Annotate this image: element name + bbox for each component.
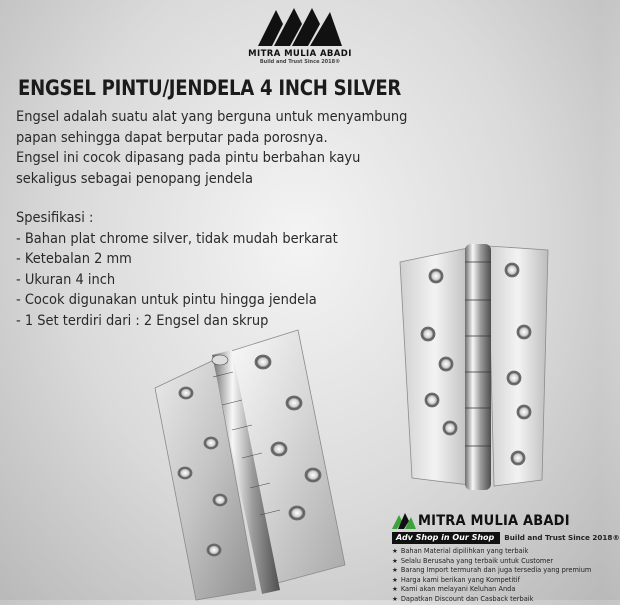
shop-brand-name: MITRA MULIA ABADI — [418, 513, 570, 529]
spec-item: - Ukuran 4 inch — [16, 271, 116, 288]
shop-logo-icon — [392, 512, 416, 529]
front-hinge — [155, 330, 345, 600]
star-icon: ★ — [392, 575, 398, 584]
star-icon: ★ — [392, 547, 398, 555]
spec-item: - Bahan plat chrome silver, tidak mudah berkarat — [16, 230, 338, 247]
list-item: ★ Selalu Berusaha yang terbaik untuk Customer — [392, 556, 554, 565]
list-item: ★ Kami akan melayani Keluhan Anda — [392, 585, 516, 594]
star-icon: ★ — [392, 566, 398, 575]
description-line: Engsel ini cocok dipasang pada pintu berbahan kayu — [16, 150, 361, 166]
description-line: papan sehingga dapat berputar pada porosnya. — [16, 129, 328, 146]
back-hinge — [400, 244, 548, 490]
list-item: ★ Bahan Material dipilihkan yang terbaik — [392, 547, 529, 555]
spec-item: - 1 Set terdiri dari : 2 Engsel dan skrup — [16, 312, 269, 329]
spec-heading: Spesifikasi : — [16, 210, 94, 226]
list-item: ★ Dapatkan Discount dan Casback terbaik — [392, 594, 534, 603]
shop-points-list — [392, 547, 600, 605]
spec-item: - Ketebalan 2 mm — [16, 251, 132, 268]
list-item: ★ Harga kami berikan yang Kompetitif — [392, 575, 520, 584]
list-item: ★ Barang Import termurah dan juga tersedia yang premium — [392, 566, 592, 575]
shop-info — [392, 509, 620, 603]
shop-since-text: Build and Trust Since 2018® — [504, 533, 620, 542]
spec-item: - Cocok digunakan untuk pintu hingga jendela — [16, 292, 317, 309]
star-icon: ★ — [392, 594, 398, 603]
product-title: ENGSEL PINTU/JENDELA 4 INCH SILVER — [18, 76, 402, 101]
description-line: Engsel adalah suatu alat yang berguna untuk menyambung — [16, 109, 408, 125]
star-icon: ★ — [392, 556, 398, 565]
description-line: sekaligus sebagai penopang jendela — [16, 170, 253, 187]
star-icon: ★ — [392, 585, 398, 594]
logo-brand-text: MITRA MULIA ABADI — [248, 49, 352, 59]
adv-shop-badge: Adv Shop in Our Shop — [392, 532, 500, 544]
logo-tagline: Build and Trust Since 2018® — [259, 59, 341, 65]
